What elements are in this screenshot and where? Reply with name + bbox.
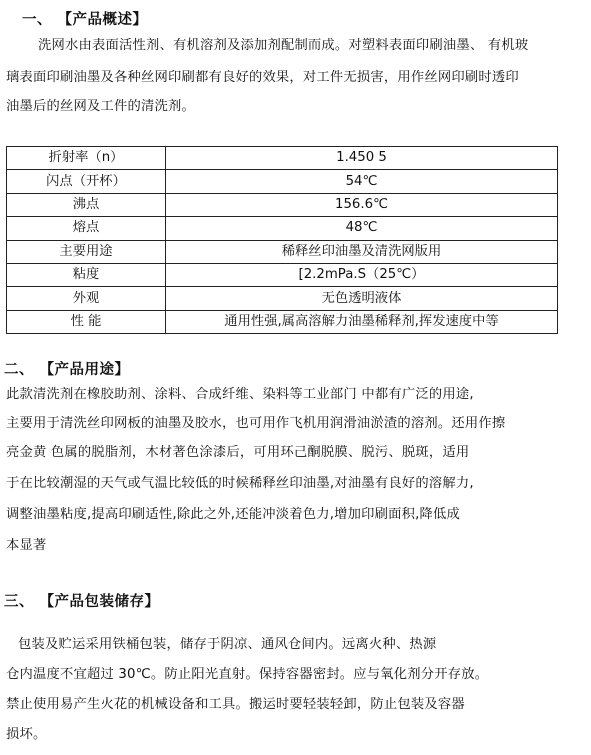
section3-heading: 三、 【产品包装储存】 xyxy=(4,594,160,610)
section2-line-5: 调整油墨粘度,提高印刷适性,除此之外,还能冲淡着色力,增加印刷面积,降低成 xyxy=(6,507,461,522)
section2-line-1: 此款清洗剂在橡胶助剂、涂料、合成纤维、染料等工业部门 中都有广泛的用途, xyxy=(6,387,474,402)
section1-heading: 一、 【产品概述】 xyxy=(22,12,148,28)
property-name: 外观 xyxy=(7,287,166,310)
property-value: 无色透明液体 xyxy=(166,287,558,310)
table-row xyxy=(7,193,558,216)
section1-line-1: 洗网水由表面活性剂、有机溶剂及添加剂配制而成。对塑料表面印刷油墨、 有机玻 xyxy=(38,38,529,53)
section3-line-1: 包装及贮运采用铁桶包装，储存于阴凉、通风仓间内。远离火种、热源 xyxy=(18,637,437,652)
properties-table xyxy=(6,146,558,334)
section2-line-4: 于在比较潮湿的天气或气温比较低的时候稀释丝印油墨,对油墨有良好的溶解力, xyxy=(6,476,474,491)
table-row xyxy=(7,287,558,310)
section1-line-3: 油墨后的丝网及工件的清洗剂。 xyxy=(6,99,195,114)
section1-line-2: 璃表面印刷油墨及各种丝网印刷都有良好的效果，对工件无损害，用作丝网印刷时透印 xyxy=(6,70,519,85)
property-value: [2.2mPa.S（25℃） xyxy=(166,263,558,286)
section2-line-6: 本显著 xyxy=(6,538,47,553)
property-value: 通用性强,属高溶解力油墨稀释剂,挥发速度中等 xyxy=(166,310,558,333)
section3-line-4: 损坏。 xyxy=(6,727,47,742)
table-row xyxy=(7,263,558,286)
section2-line-3: 亮金黄 色属的脱脂剂，木材著色涂漆后，可用环己酮脱膜、脱污、脱斑，适用 xyxy=(6,445,470,460)
property-name: 熔点 xyxy=(7,217,166,240)
property-name: 沸点 xyxy=(7,193,166,216)
property-name: 闪点（开杯） xyxy=(7,170,166,193)
table-row xyxy=(7,170,558,193)
property-value: 54℃ xyxy=(166,170,558,193)
table-row xyxy=(7,147,558,170)
property-value: 48℃ xyxy=(166,217,558,240)
section3-line-2: 仓内温度不宜超过 30℃。防止阳光直射。保持容器密封。应与氧化剂分开存放。 xyxy=(6,667,489,682)
section2-heading: 二、 【产品用途】 xyxy=(4,362,130,378)
table-row xyxy=(7,240,558,263)
section2-line-2: 主要用于清洗丝印网板的油墨及胶水，也可用作飞机用润滑油淤渣的溶剂。还用作擦 xyxy=(6,416,506,431)
table-row xyxy=(7,217,558,240)
property-name: 粘度 xyxy=(7,263,166,286)
table-row xyxy=(7,310,558,333)
property-value: 1.450 5 xyxy=(166,147,558,170)
property-name: 折射率（n） xyxy=(7,147,166,170)
property-name: 性 能 xyxy=(7,310,166,333)
property-value: 156.6℃ xyxy=(166,193,558,216)
section3-line-3: 禁止使用易产生火花的机械设备和工具。搬运时要轻装轻卸，防止包装及容器 xyxy=(6,697,465,712)
property-value: 稀释丝印油墨及清洗网版用 xyxy=(166,240,558,263)
property-name: 主要用途 xyxy=(7,240,166,263)
